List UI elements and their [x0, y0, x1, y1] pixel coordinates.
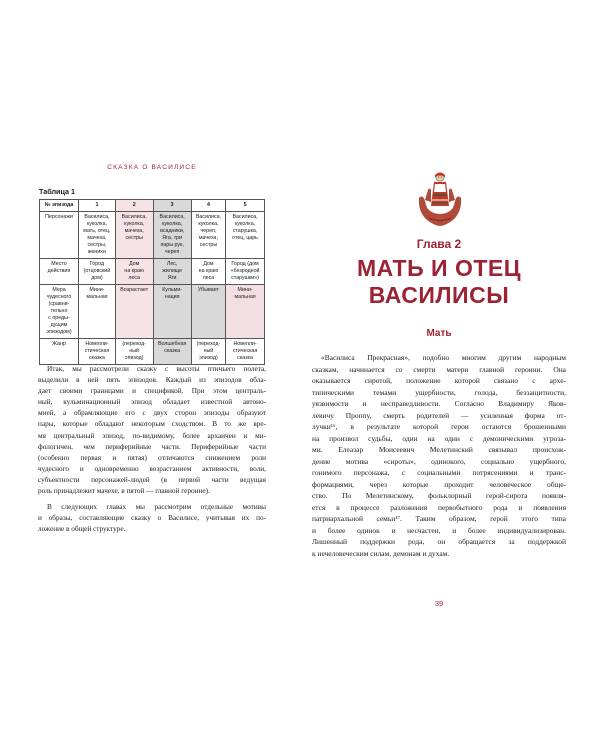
text-line: В следующих главах мы рассмотрим отдельные мотивы: [47, 503, 266, 511]
text-line: ется в процессе разложения первобытного рода и появления: [312, 502, 566, 512]
paragraph-1: [38, 364, 266, 497]
table-cell: [153, 284, 191, 338]
cell-text: на краю: [198, 267, 219, 274]
cell-text: Убывает: [197, 286, 219, 293]
cell-text: старушки»): [231, 274, 259, 281]
cell-text: с преды-: [48, 314, 70, 321]
text-line: сказкам, начинается со смерти матери главной героини. Она: [312, 364, 566, 374]
table-cell: [226, 211, 265, 258]
section-title: Мать: [426, 328, 452, 339]
cell-text: Новелли-: [85, 340, 109, 347]
table-row: [40, 284, 265, 338]
cell-text: куколка,: [234, 220, 256, 227]
table-header-cell: 1: [79, 200, 116, 212]
cell-text: сказка: [164, 347, 181, 354]
cell-text: куколка,: [162, 220, 183, 227]
cell-text: Мера: [52, 286, 66, 293]
cell-text: Кульми-: [162, 286, 183, 293]
cell-text: мальная: [86, 293, 108, 300]
cell-text: Дом: [203, 260, 214, 267]
paragraph-2: [38, 502, 266, 535]
text-line: роль принадлежит мачехе, в пятой — главной героине).: [38, 487, 210, 496]
text-line: ложение в общей структуре.: [38, 525, 126, 534]
cell-text: сказка: [237, 354, 253, 361]
cell-text: (отцовский: [83, 267, 111, 274]
table-cell: [115, 338, 153, 364]
paragraph-3: [312, 352, 566, 559]
cell-text: стическая: [232, 347, 258, 354]
cell-text: Василиса,: [121, 213, 147, 220]
table-cell: [191, 338, 225, 364]
text-line: Итак, мы рассмотрели сказку с высоты птичьего полета,: [47, 365, 266, 373]
text-line: мя центральный эпизод, по-видимому, более архаичен и ми-: [38, 431, 266, 440]
cell-text: Жанр: [52, 340, 66, 347]
cell-text: Персонажи: [45, 213, 73, 220]
chapter-label: Глава 2: [416, 237, 462, 251]
cell-text: череп,: [200, 227, 217, 234]
table-row-label: [40, 211, 79, 258]
text-line: субъектности персонажей-людей (в первой части ведущая: [38, 475, 266, 484]
cell-text: сестры,: [87, 241, 107, 248]
text-line: «Василиса Прекрасная», подобно многим другим народным: [321, 353, 566, 362]
cell-text: Мини-: [237, 286, 253, 293]
text-line: (особенно первая и пятая) отличаются снижением роли: [38, 453, 266, 462]
text-line: уязвимости и несправедливости. Согласно Владимиру Яков-: [312, 399, 566, 408]
chapter-emblem-icon: [415, 168, 465, 228]
table-header-cell: 4: [191, 200, 225, 212]
cell-text: Яги: [167, 274, 177, 281]
chapter-title: [312, 255, 566, 309]
text-line: чудесного и одновременно возрастанием активности, воли,: [38, 464, 266, 473]
table-header-cell: № эпизода: [40, 200, 79, 212]
cell-text: эпизодом): [46, 328, 72, 335]
cell-text: женихи: [87, 248, 106, 255]
cell-text: Волшебная: [157, 340, 187, 347]
cell-text: Лес,: [166, 260, 178, 267]
cell-text: леса: [128, 274, 140, 281]
cell-text: жилище: [162, 267, 183, 274]
text-line: и образы, составляющие сказку о Василисе, учитывая их по-: [38, 514, 266, 523]
text-line: ми. Елеазар Моисеевич Мелетинский связывал происхож-: [312, 445, 566, 454]
text-line: левичу Проппу, смерть родителей — усиленная форма от-: [312, 410, 566, 420]
text-line: дает своими границами и спецификой. При этом централь-: [38, 387, 266, 396]
text-line: мией, а обрамляющие его с двух сторон эпизоды образуют: [38, 409, 266, 418]
cell-text: леса: [202, 274, 215, 281]
cell-text: мачеха,: [124, 227, 144, 234]
table-header-cell: 3: [153, 200, 191, 212]
text-line: и более одинок и несчастен, и более индивидуализирован.: [312, 525, 566, 535]
table-row-label: [40, 258, 79, 284]
table-body: [40, 211, 265, 364]
cell-text: Возрастает: [120, 286, 149, 293]
text-line: лучки¹⁶, в результате которой герои остаются брошенными: [312, 422, 566, 431]
table-cell: [79, 338, 116, 364]
text-line: фологичен, чем периферийные части. Периферийные части: [38, 442, 266, 451]
table-caption: Таблица 1: [39, 187, 75, 196]
cell-text: мальная: [234, 293, 256, 300]
cell-text: на краю: [124, 267, 144, 274]
table-cell: [79, 211, 116, 258]
cell-text: мать, отец,: [83, 227, 111, 234]
text-line: оказывается сиротой, положение которой связано с архе-: [312, 376, 566, 385]
running-header: СКАЗКА О ВАСИЛИСЕ: [107, 164, 197, 171]
table-cell: [226, 284, 265, 338]
cell-text: мачеха,: [198, 234, 218, 241]
cell-text: Василиса,: [232, 213, 258, 220]
cell-text: мачеха,: [87, 234, 107, 241]
table-cell: [79, 258, 116, 284]
table-row: [40, 211, 265, 258]
table-header-cell: 2: [115, 200, 153, 212]
cell-text: ный: [129, 347, 140, 354]
table-header-row: [40, 200, 265, 212]
table-cell: [153, 258, 191, 284]
cell-text: сказка: [89, 354, 105, 361]
cell-text: действия: [47, 267, 71, 274]
cell-text: Мини-: [89, 286, 105, 293]
cell-text: Василиса,: [195, 213, 222, 220]
cell-text: Новелли-: [233, 340, 257, 347]
table-cell: [191, 258, 225, 284]
cell-text: отец, царь: [232, 234, 258, 241]
text-line: патриархальной семьи¹⁷. Таким образом, герой этого типа: [312, 514, 566, 523]
table-header-cell: 5: [226, 200, 265, 212]
cell-text: Василиса,: [159, 213, 185, 220]
cell-text: стическая: [84, 347, 110, 354]
cell-text: тельно: [50, 307, 68, 314]
text-line: пары, которые обладают некоторым сходством. В то же вре-: [38, 420, 266, 429]
cell-text: куколка,: [86, 220, 108, 227]
text-line: ный, кульминационный эпизод обладает известной автоно-: [38, 398, 266, 407]
text-line: формациями, через которые проходит человеческое обще-: [312, 479, 566, 489]
table-cell: [191, 211, 225, 258]
cell-text: куколка,: [198, 220, 219, 227]
cell-text: «безродной: [230, 267, 260, 274]
text-line: выделили в ней пять эпизодов. Каждый из эпизодов обла-: [38, 376, 266, 385]
table-cell: [226, 338, 265, 364]
cell-text: эпизод): [124, 354, 144, 361]
table-cell: [115, 211, 153, 258]
table-cell: [79, 284, 116, 338]
cell-text: куколка,: [124, 220, 145, 227]
cell-text: (переход-: [196, 340, 221, 347]
table-row-label: [40, 338, 79, 364]
text-line: на произвол судьбы, один на один с демоническими угроза-: [312, 433, 566, 443]
cell-text: пары рук,: [160, 241, 184, 248]
text-line: Лишенный поддержки рода, он обращается за поддержкой: [312, 537, 566, 546]
text-line: типическими темами ущербности, голода, беззащитности,: [312, 387, 566, 397]
table-cell: [115, 258, 153, 284]
cell-text: (переход-: [122, 340, 146, 347]
cell-text: Город (дом: [231, 260, 259, 267]
cell-text: Василиса,: [84, 213, 110, 220]
chapter-title-line: МАТЬ И ОТЕЦ: [356, 255, 522, 281]
cell-text: ный: [203, 347, 214, 354]
text-line: ство. По Мелетинскому, фольклорный герой-сирота появля-: [312, 491, 566, 500]
left-page: [36, 0, 268, 750]
cell-text: чудесного: [46, 293, 72, 300]
table-row-label: [40, 284, 79, 338]
text-line: к нечеловеческим силам, демонам и духам.: [312, 548, 450, 558]
cell-text: старушка,: [232, 227, 258, 234]
cell-text: сестры: [199, 241, 218, 248]
cell-text: эпизод): [199, 354, 218, 361]
cell-text: череп: [164, 248, 180, 255]
table-cell: [153, 338, 191, 364]
cell-text: Место: [51, 260, 67, 267]
text-line: гонимого персонажа, с социальными потрясениями и транс-: [312, 468, 566, 477]
chapter-title-line: ВАСИЛИСЫ: [368, 282, 510, 308]
table-row: [40, 338, 265, 364]
text-line: дение мотива «сироты», одинокого, социально ущербного,: [312, 456, 566, 466]
table-cell: [191, 284, 225, 338]
cell-text: Город: [89, 260, 105, 267]
cell-text: Яга, три: [162, 234, 183, 241]
cell-text: дущим: [50, 321, 68, 328]
right-page: [312, 0, 566, 750]
table-cell: [226, 258, 265, 284]
table-cell: [153, 211, 191, 258]
cell-text: Дом: [129, 260, 140, 267]
episodes-table: [39, 199, 265, 365]
cell-text: всадники,: [160, 227, 185, 234]
page-number: 39: [434, 599, 444, 608]
cell-text: дом): [91, 274, 103, 281]
cell-text: (сравни-: [48, 300, 70, 307]
cell-text: нация: [164, 293, 180, 300]
cell-text: сестры: [125, 234, 143, 241]
table-cell: [115, 284, 153, 338]
table-row: [40, 258, 265, 284]
